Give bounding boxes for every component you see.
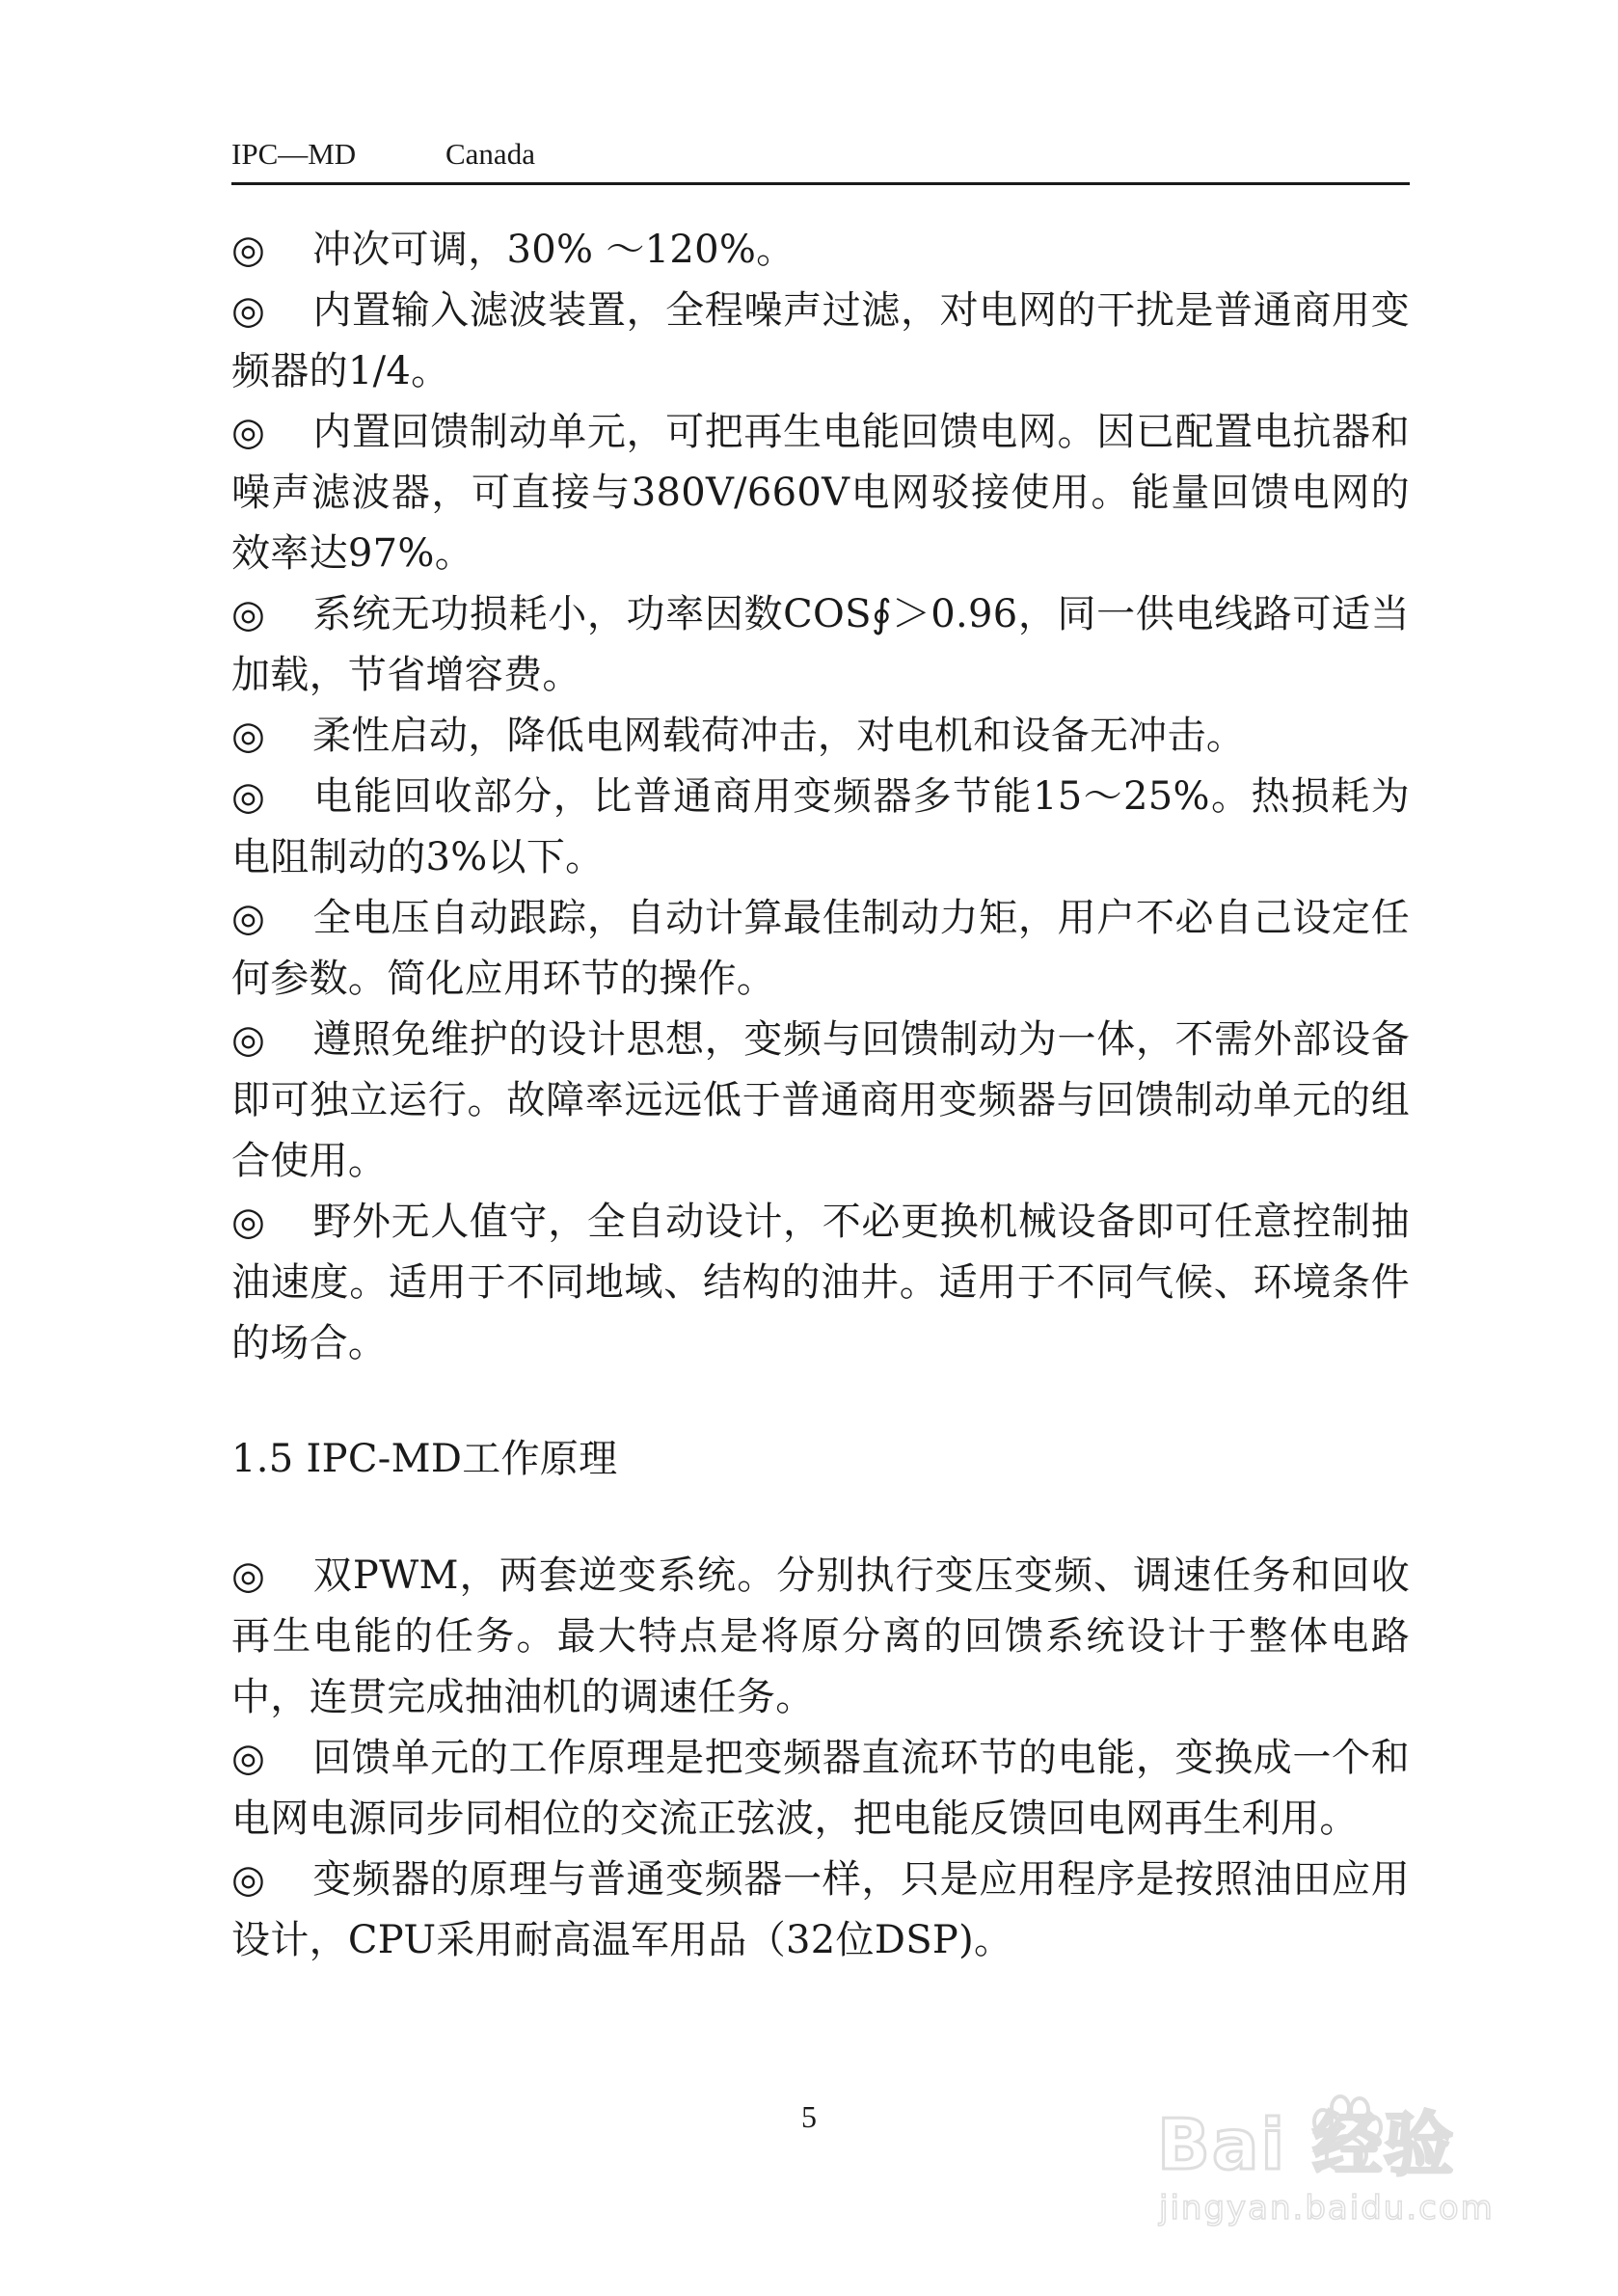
bullet-icon: ◎: [231, 1857, 266, 1902]
header-divider: [231, 182, 1410, 185]
header-region: Canada: [445, 137, 535, 171]
bullet-icon: ◎: [231, 288, 266, 333]
paragraph-text: 变频器的原理与普通变频器一样，只是应用程序是按照油田应用设计，CPU采用耐高温军用品（32位DSP)。: [231, 1857, 1410, 1962]
paragraph-text: 全电压自动跟踪，自动计算最佳制动力矩，用户不必自己设定任何参数。简化应用环节的操作。: [231, 896, 1410, 1001]
feature-paragraph: [231, 1010, 1410, 1192]
feature-paragraph: [231, 706, 1410, 767]
bullet-icon: ◎: [231, 1200, 266, 1244]
bullet-icon: ◎: [231, 1017, 266, 1062]
bullet-icon: ◎: [231, 774, 266, 819]
feature-paragraph: [231, 584, 1410, 706]
document-body: [231, 220, 1410, 1971]
bullet-icon: ◎: [231, 228, 266, 272]
page-number: 5: [801, 2099, 817, 2134]
bullet-icon: ◎: [231, 410, 266, 454]
feature-paragraph: [231, 220, 1410, 281]
principle-paragraph: [231, 1850, 1410, 1971]
paragraph-text: 野外无人值守，全自动设计，不必更换机械设备即可任意控制抽油速度。适用于不同地域、结构的油井。适用于不同气候、环境条件的场合。: [231, 1200, 1410, 1365]
paragraph-text: 系统无功损耗小，功率因数COS∮＞0.96，同一供电线路可适当加载，节省增容费。: [231, 592, 1410, 697]
feature-paragraph: [231, 888, 1410, 1010]
feature-paragraph: [231, 1192, 1410, 1374]
paragraph-text: 内置回馈制动单元，可把再生电能回馈电网。因已配置电抗器和噪声滤波器，可直接与380V/660V电网驳接使用。能量回馈电网的效率达97%。: [231, 410, 1410, 576]
paragraph-text: 回馈单元的工作原理是把变频器直流环节的电能，变换成一个和电网电源同步同相位的交流正弦波，把电能反馈回电网再生利用。: [231, 1736, 1410, 1841]
bullet-icon: ◎: [231, 714, 266, 758]
feature-paragraph: [231, 767, 1410, 888]
header-doc-code: IPC—MD: [231, 137, 357, 171]
paragraph-text: 电能回收部分，比普通商用变频器多节能15～25%。热损耗为电阻制动的3%以下。: [231, 774, 1410, 879]
paragraph-text: 双PWM，两套逆变系统。分别执行变压变频、调速任务和回收再生电能的任务。最大特点是将原分离的回馈系统设计于整体电路中，连贯完成抽油机的调速任务。: [231, 1553, 1410, 1719]
bullet-icon: ◎: [231, 1553, 266, 1598]
principle-paragraph: [231, 1728, 1410, 1850]
paragraph-text: 内置输入滤波装置，全程噪声过滤，对电网的干扰是普通商用变频器的1/4。: [231, 288, 1410, 393]
principle-paragraph: [231, 1546, 1410, 1728]
paragraph-text: 遵照免维护的设计思想，变频与回馈制动为一体，不需外部设备即可独立运行。故障率远远低于普通商用变频器与回馈制动单元的组合使用。: [231, 1017, 1410, 1183]
bullet-icon: ◎: [231, 1736, 266, 1780]
paragraph-text: 冲次可调，30% ～120%。: [312, 228, 796, 272]
baidu-jingyan-watermark: [1138, 2093, 1543, 2237]
feature-paragraph: [231, 281, 1410, 402]
bullet-icon: ◎: [231, 592, 266, 636]
feature-paragraph: [231, 402, 1410, 584]
watermark-brand: Bai 经验: [1157, 2104, 1456, 2185]
bullet-icon: ◎: [231, 896, 266, 940]
section-heading: 1.5 IPC-MD工作原理: [231, 1437, 618, 1481]
page-header: [231, 135, 1410, 183]
watermark-url: jingyan.baidu.com: [1159, 2189, 1495, 2228]
paragraph-text: 柔性启动，降低电网载荷冲击，对电机和设备无冲击。: [312, 714, 1246, 758]
